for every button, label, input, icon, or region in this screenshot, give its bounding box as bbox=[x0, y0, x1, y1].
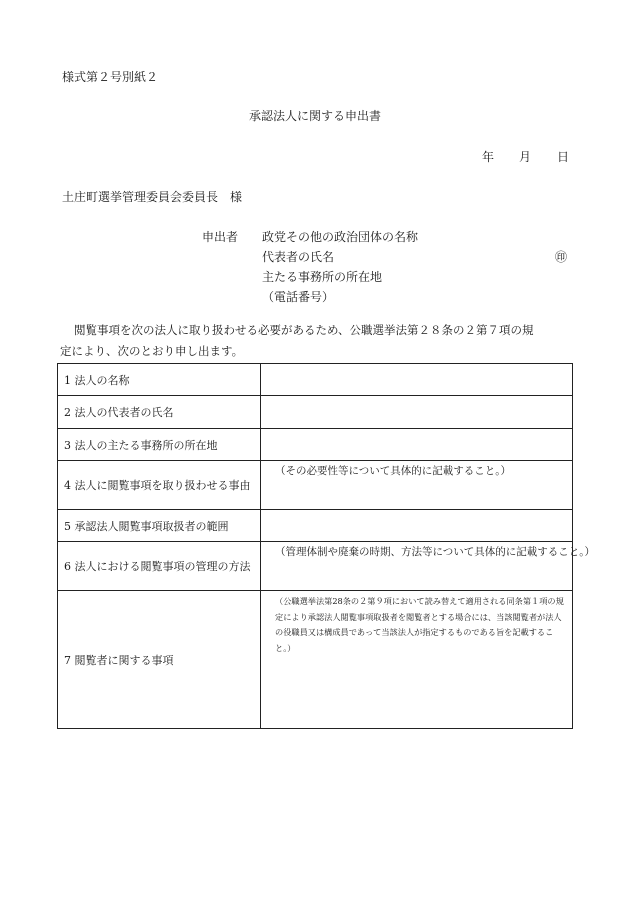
applicant-representative-name: 代表者の氏名 bbox=[262, 250, 335, 264]
table-row bbox=[58, 542, 573, 591]
applicant-label: 申出者 bbox=[202, 230, 239, 244]
table-row bbox=[58, 364, 573, 396]
row-label: 6 法人における閲覧事項の管理の方法 bbox=[58, 542, 261, 591]
application-table bbox=[57, 363, 596, 729]
table-row bbox=[58, 396, 573, 429]
table-row bbox=[58, 510, 573, 542]
addressee: 土庄町選挙管理委員会委員長 様 bbox=[62, 190, 243, 204]
seal-mark: ㊞ bbox=[555, 250, 568, 264]
applicant-phone: （電話番号） bbox=[262, 290, 335, 304]
table-row bbox=[58, 591, 573, 729]
representative-name-field[interactable] bbox=[261, 396, 573, 429]
applicant-office-address: 主たる事務所の所在地 bbox=[262, 270, 383, 284]
row-label: 4 法人に閲覧事項を取り扱わせる事由 bbox=[58, 461, 261, 510]
reason-note: （その必要性等について具体的に記載すること。） bbox=[275, 465, 512, 477]
body-text-line-1: 閲覧事項を次の法人に取り扱わせる必要があるため、公職選挙法第２８条の２第７項の規 bbox=[74, 323, 534, 337]
row-label: 2 法人の代表者の氏名 bbox=[58, 396, 261, 429]
body-text-line-2: 定により、次のとおり申し出ます。 bbox=[60, 344, 244, 358]
document-title: 承認法人に関する申出書 bbox=[248, 109, 381, 123]
management-method-field[interactable] bbox=[261, 542, 596, 591]
handler-scope-field[interactable] bbox=[261, 510, 573, 542]
date-month-label: 月 bbox=[519, 150, 532, 164]
office-address-field[interactable] bbox=[261, 429, 573, 461]
table-row bbox=[58, 461, 573, 510]
viewer-info-note: （公職選挙法第28条の２第９項において読み替えて適用される同条第１項の規定により承認法人閲覧事項取扱者を閲覧者とする場合には、当該閲覧者が法人の役職員又は構成員であって当該法人が指定するものである旨を記載すること。） bbox=[275, 596, 564, 653]
management-method-note: （管理体制や廃棄の時期、方法等について具体的に記載すること。） bbox=[275, 546, 596, 558]
form-id: 様式第２号別紙２ bbox=[62, 70, 159, 84]
row-label: 7 閲覧者に関する事項 bbox=[58, 591, 261, 729]
row-label: 1 法人の名称 bbox=[58, 364, 261, 396]
corporation-name-field[interactable] bbox=[261, 364, 573, 396]
reason-field[interactable] bbox=[261, 461, 573, 510]
applicant-party-name: 政党その他の政治団体の名称 bbox=[262, 230, 419, 244]
date-year-label: 年 bbox=[482, 150, 495, 164]
date-day-label: 日 bbox=[557, 150, 570, 164]
viewer-info-field[interactable] bbox=[261, 591, 573, 729]
row-label: 5 承認法人閲覧事項取扱者の範囲 bbox=[58, 510, 261, 542]
row-label: 3 法人の主たる事務所の所在地 bbox=[58, 429, 261, 461]
table-row bbox=[58, 429, 573, 461]
